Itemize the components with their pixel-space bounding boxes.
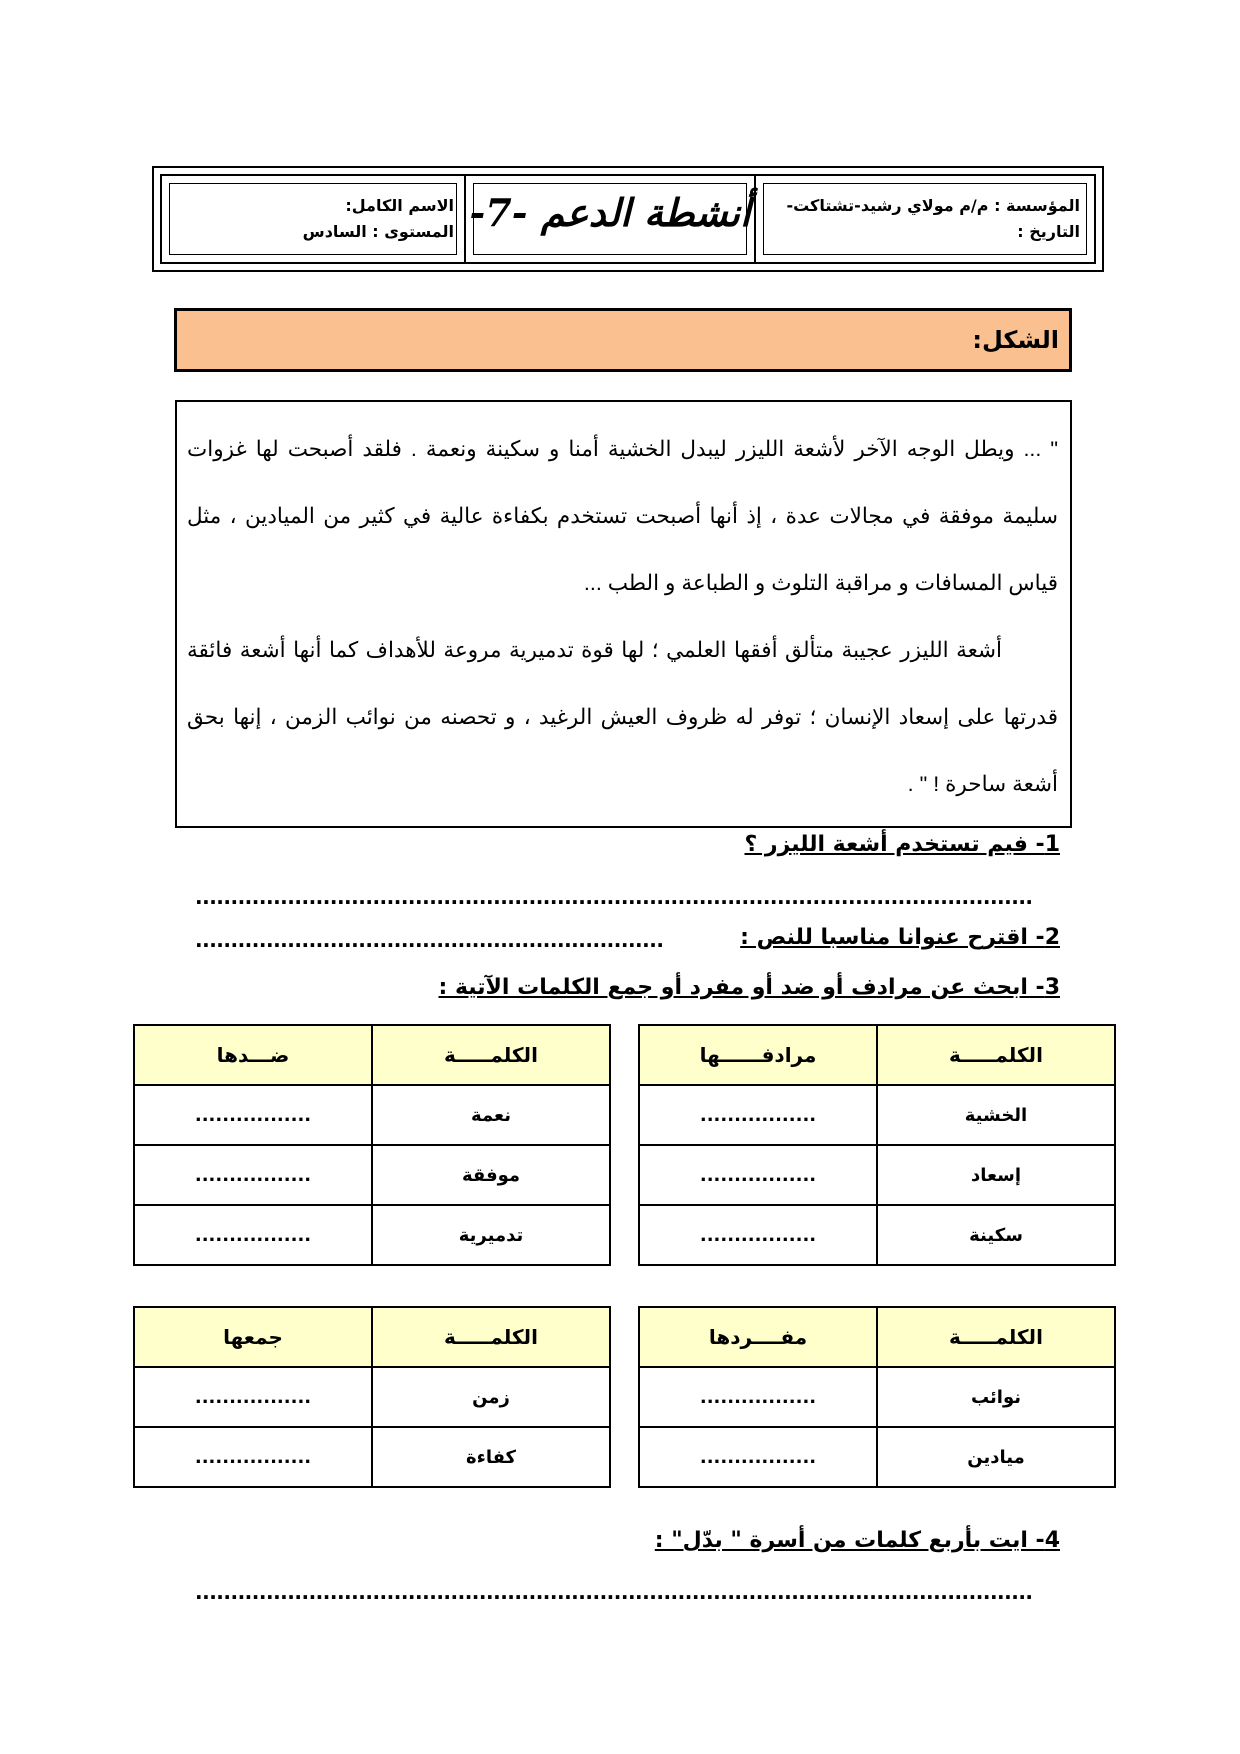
- answer-cell[interactable]: .................: [639, 1145, 877, 1205]
- word-cell: كفاءة: [372, 1427, 610, 1487]
- table-row: [134, 1427, 610, 1487]
- answer-cell[interactable]: .................: [134, 1145, 372, 1205]
- full-name-label: الاسم الكامل:: [345, 196, 454, 215]
- level-line: [303, 222, 454, 241]
- reading-passage: [175, 400, 1072, 828]
- school-info-cell: [754, 176, 1094, 262]
- word-cell: نوائب: [877, 1367, 1115, 1427]
- level-value: السادس: [302, 222, 367, 241]
- table-row: [639, 1205, 1115, 1265]
- word-cell: سكينة: [877, 1205, 1115, 1265]
- answer-cell[interactable]: .................: [134, 1427, 372, 1487]
- answer-cell[interactable]: .................: [639, 1085, 877, 1145]
- question-2: 2- اقترح عنوانا مناسبا للنص :: [740, 925, 1060, 950]
- plurals-table: [133, 1306, 611, 1488]
- singulars-header-answer: مفــــردها: [639, 1307, 877, 1367]
- worksheet-title: أنشطة الدعم -7-: [469, 190, 751, 235]
- synonyms-header-word: الكلمـــــة: [877, 1025, 1115, 1085]
- word-cell: إسعاد: [877, 1145, 1115, 1205]
- answer-line-2[interactable]: ..................................................................: [195, 928, 664, 952]
- answer-cell[interactable]: .................: [134, 1085, 372, 1145]
- table-row: [134, 1205, 610, 1265]
- antonyms-header-answer: ضـــدها: [134, 1025, 372, 1085]
- word-cell: الخشية: [877, 1085, 1115, 1145]
- section-heading: الشكل:: [174, 308, 1072, 372]
- level-label: المستوى :: [372, 222, 454, 241]
- antonyms-header-word: الكلمـــــة: [372, 1025, 610, 1085]
- singulars-table: [638, 1306, 1116, 1488]
- title-cell: [464, 176, 754, 262]
- table-row: [134, 1145, 610, 1205]
- passage-paragraph-2: أشعة الليزر عجيبة متألق أفقها العلمي ؛ لها قوة تدميرية مروعة للأهداف كما أنها أشعة فائقة قدرتها على إسعاد الإنسان ؛ توفر له ظروف العيش الرغيد ، و تحصنه من نوائب الزمن ، إنها بحق أشعة ساحرة ! " .: [187, 638, 1058, 796]
- table-row: [134, 1085, 610, 1145]
- plurals-header-word: الكلمـــــة: [372, 1307, 610, 1367]
- antonyms-table: [133, 1024, 611, 1266]
- question-1: 1- فيم تستخدم أشعة الليزر ؟: [744, 832, 1060, 857]
- table-row: [639, 1367, 1115, 1427]
- table-row: [134, 1367, 610, 1427]
- synonyms-table: [638, 1024, 1116, 1266]
- student-info-inner-border: [169, 183, 457, 255]
- word-cell: نعمة: [372, 1085, 610, 1145]
- institution-line: المؤسسة : م/م مولاي رشيد-تشتاكت-: [786, 196, 1080, 215]
- student-info-cell: [162, 176, 464, 262]
- date-label: التاريخ :: [1017, 222, 1080, 241]
- question-3: 3- ابحث عن مرادف أو ضد أو مفرد أو جمع الكلمات الآتية :: [438, 975, 1060, 1000]
- word-cell: موفقة: [372, 1145, 610, 1205]
- word-cell: تدميرية: [372, 1205, 610, 1265]
- synonyms-header-answer: مرادفــــــها: [639, 1025, 877, 1085]
- school-info-inner-border: [763, 183, 1087, 255]
- question-4: 4- ايت بأربع كلمات من أسرة " بدّل" :: [654, 1528, 1060, 1553]
- answer-line-1[interactable]: ......................................................................................................................: [195, 885, 1033, 909]
- passage-paragraph-1: " ... ويطل الوجه الآخر لأشعة الليزر ليبدل الخشية أمنا و سكينة ونعمة . فلقد أصبحت لها غزوات سليمة موفقة في مجالات عدة ، إذ أنها أصبحت تستخدم بكفاءة عالية في كثير من الميادين ، مثل قياس المسافات و مراقبة التلوث و الطباعة و الطب ...: [187, 437, 1058, 595]
- word-cell: زمن: [372, 1367, 610, 1427]
- answer-cell[interactable]: .................: [134, 1367, 372, 1427]
- answer-cell[interactable]: .................: [639, 1427, 877, 1487]
- singulars-header-word: الكلمـــــة: [877, 1307, 1115, 1367]
- table-row: [639, 1427, 1115, 1487]
- answer-cell[interactable]: .................: [639, 1205, 877, 1265]
- table-row: [639, 1145, 1115, 1205]
- table-row: [639, 1085, 1115, 1145]
- answer-cell[interactable]: .................: [134, 1205, 372, 1265]
- plurals-header-answer: جمعها: [134, 1307, 372, 1367]
- answer-line-4[interactable]: ......................................................................................................................: [195, 1580, 1033, 1604]
- word-cell: ميادين: [877, 1427, 1115, 1487]
- answer-cell[interactable]: .................: [639, 1367, 877, 1427]
- header-box: [160, 174, 1096, 264]
